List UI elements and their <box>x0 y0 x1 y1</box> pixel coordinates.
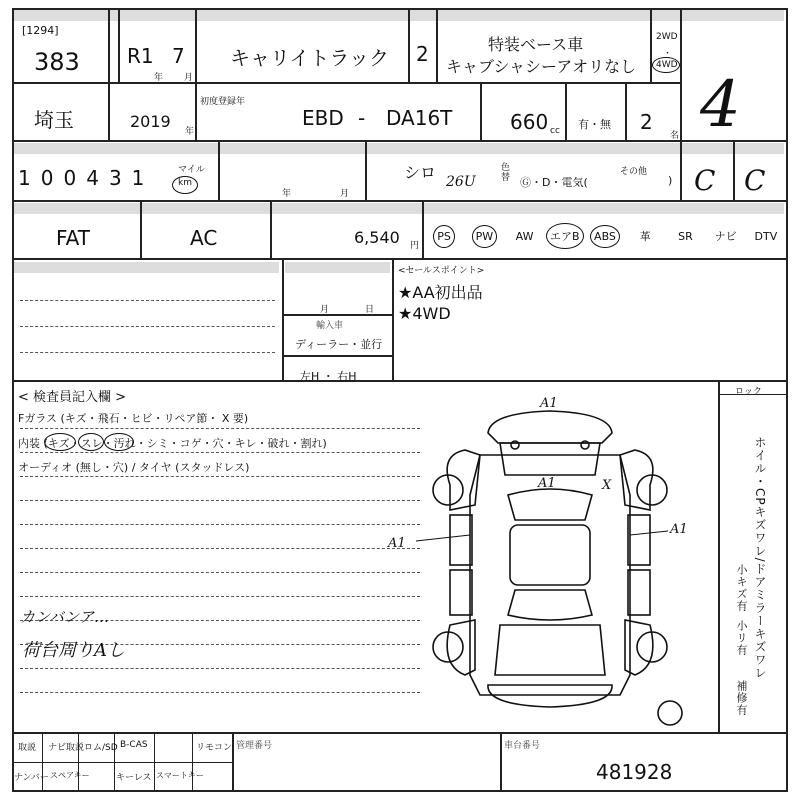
side-note: ホイル・CPキズワレ/ドアミラーキズワレ <box>753 436 767 680</box>
mark-a1: A1 <box>670 522 688 537</box>
rule <box>12 380 788 382</box>
footer-label: 取説 <box>18 743 37 753</box>
mark-a1: A1 <box>540 396 558 411</box>
km-circle <box>172 176 198 194</box>
aircon: AC <box>190 226 218 250</box>
color-code: 26U <box>446 174 476 190</box>
rule <box>650 10 652 82</box>
side-sub2: 小リ有 <box>735 620 748 656</box>
equipment-item <box>545 218 585 254</box>
rule <box>680 10 682 142</box>
rule <box>154 734 155 792</box>
rule <box>195 84 197 140</box>
mileage-digit: 3 <box>108 166 122 190</box>
inspector-line <box>20 452 420 453</box>
grade-line2: キャブシャシーアオリなし <box>446 57 637 76</box>
rule <box>733 142 735 200</box>
truck-bed <box>495 625 605 675</box>
inspector-line <box>20 476 420 477</box>
fender-fr <box>620 450 653 510</box>
displacement: 660 <box>510 110 549 134</box>
rule <box>12 258 788 260</box>
equipment-label: DTV <box>754 229 778 243</box>
month-unit: 月 <box>184 73 194 83</box>
grade-line1: 特装ベース車 <box>488 35 584 54</box>
sales-point: ★AA初出品 <box>398 283 483 302</box>
equipment-item <box>625 218 665 254</box>
rule <box>565 84 567 140</box>
rear-window <box>508 590 592 620</box>
rear-bumper <box>488 685 612 707</box>
handwritten-note: カンバンア… <box>20 608 109 626</box>
reg-month-unit: 月 <box>340 189 350 199</box>
rule <box>12 82 680 84</box>
note-line <box>20 326 275 327</box>
mark-circle <box>78 433 104 451</box>
rule <box>625 84 627 140</box>
inspector-line <box>20 668 420 669</box>
steering: 左H ・ 右H <box>300 370 357 383</box>
chassis-model: DA16T <box>386 106 453 130</box>
roof <box>510 525 590 585</box>
inspector-line <box>20 692 420 693</box>
seats-unit: 名 <box>670 131 680 141</box>
hdr-reg <box>285 262 390 273</box>
rule <box>408 10 410 82</box>
inspector-line <box>20 548 420 549</box>
yen-unit: 円 <box>410 241 420 251</box>
door-right-rear <box>628 570 650 615</box>
lot-number: 383 <box>34 48 80 76</box>
mileage-digit: 1 <box>18 166 31 190</box>
rule <box>108 10 110 140</box>
fuel-options: Ⓖ・D・電気( <box>520 176 588 189</box>
model-name: キャリイトラック <box>230 46 389 70</box>
side-sub1: 小キズ有 <box>735 564 748 612</box>
mark-a1: A1 <box>538 476 556 491</box>
mark-x: X <box>602 478 612 493</box>
rule <box>270 202 272 258</box>
equipment-item <box>464 218 504 254</box>
mark-leader <box>630 531 668 535</box>
equipment-label: SR <box>678 229 693 243</box>
equipment-item <box>706 218 746 254</box>
exterior-grade: C <box>744 164 766 197</box>
rule <box>12 762 232 763</box>
reg-year-unit: 年 <box>282 189 292 199</box>
drive-4wd-circle <box>652 57 680 73</box>
interior-grade: C <box>694 164 716 197</box>
fuel-close: ) <box>668 174 673 187</box>
equipment-label: エアB <box>546 223 584 249</box>
year-unit: 年 <box>154 73 164 83</box>
recycle-fee: 6,540 <box>354 228 400 247</box>
inspector-line1: Fガラス (キズ・飛石・ヒビ・リペア節・ X 要) <box>18 412 249 425</box>
inspector-line <box>20 428 420 429</box>
equipment-item <box>585 218 625 254</box>
rule <box>12 200 788 202</box>
inspector-line <box>20 524 420 525</box>
region: 埼玉 <box>34 108 74 132</box>
windshield <box>508 489 592 520</box>
first-reg-label: 初度登録年 <box>200 97 246 107</box>
model-year: 7 <box>172 44 185 68</box>
equipment-label: AW <box>515 229 534 243</box>
color-change-label: 色替 <box>499 162 509 182</box>
sales-point-label: <セールスポイント> <box>398 266 485 276</box>
fender-rr <box>625 620 653 675</box>
equipment-item <box>504 218 544 254</box>
lot-bracket: [1294] <box>22 24 59 37</box>
door-right <box>628 515 650 565</box>
footer-label: B-CAS <box>120 740 148 750</box>
chassis-dash: - <box>358 106 366 130</box>
rule <box>392 260 394 380</box>
reg-month-label: 月 <box>320 305 330 315</box>
door-left-rear <box>450 570 472 615</box>
footer-label: スマートキー <box>156 771 204 780</box>
hdr-row3 <box>14 143 784 154</box>
ref-label: 管理番号 <box>236 741 273 751</box>
hdr-row4 <box>14 203 784 214</box>
rule <box>480 84 482 140</box>
hdr-notes <box>14 262 279 273</box>
equipment-label: ナビ <box>714 230 737 243</box>
rule <box>282 260 284 380</box>
model-era: R1 <box>127 44 154 68</box>
color: シロ <box>404 163 437 182</box>
equipment-item <box>746 218 786 254</box>
front-bumper <box>488 411 612 443</box>
import-label: 輸入車 <box>316 321 344 331</box>
footer-label: ナンバー <box>14 773 49 783</box>
transmission: FAT <box>56 226 91 250</box>
first-reg-year-unit: 年 <box>185 127 195 137</box>
import-dealer: ディーラー・並行 <box>295 338 383 351</box>
rule <box>140 202 142 258</box>
footer-label: ロム/SD <box>84 743 118 753</box>
equipment-item <box>665 218 705 254</box>
footer-label: キーレス <box>116 773 152 783</box>
spare-wheel <box>658 701 682 725</box>
exhibit-label: 車台番号 <box>504 741 541 751</box>
reg-day-label: 日 <box>365 305 375 315</box>
rule <box>218 142 220 200</box>
handwritten-note: 荷台周りAし <box>22 640 125 661</box>
rule <box>192 734 193 792</box>
note-line <box>20 352 275 353</box>
mark-circle <box>44 433 76 451</box>
score: 4 <box>700 68 741 142</box>
cc-unit: cc <box>550 126 560 136</box>
mileage-digit: 1 <box>131 166 145 190</box>
inspector-title: < 検査員記入欄 > <box>18 390 127 405</box>
chassis-prefix: EBD <box>302 106 344 130</box>
drive-sep: ・ <box>663 49 673 59</box>
equipment-label: PS <box>433 225 455 248</box>
inspector-line <box>20 572 420 573</box>
rule <box>12 732 788 734</box>
fuel-other: その他 <box>620 167 648 177</box>
hood <box>500 443 600 475</box>
chassis-number: 481928 <box>596 760 673 784</box>
equipment-row <box>424 218 786 254</box>
inspector-line3: オーディオ (無し・穴) / タイヤ (スタッドレス) <box>18 461 250 474</box>
rule <box>365 142 367 200</box>
hdr-row1 <box>14 10 784 21</box>
sales-point: ★4WD <box>398 304 451 323</box>
rule <box>500 734 502 792</box>
mileage <box>18 166 144 190</box>
mileage-digit: 0 <box>63 166 77 190</box>
first-reg-year: 2019 <box>130 112 171 131</box>
door-left <box>450 515 472 565</box>
rule <box>118 10 120 82</box>
mark-circle <box>104 433 134 451</box>
note-line <box>20 300 275 301</box>
footer-label: ナビ取説 <box>48 743 85 753</box>
mileage-digit: 0 <box>40 166 54 190</box>
side-sub3: 補修有 <box>735 680 748 716</box>
turbo: 有・無 <box>578 118 611 131</box>
rule <box>195 10 197 82</box>
equipment-label: 革 <box>639 230 651 243</box>
drive-2wd: 2WD <box>656 32 678 42</box>
footer-label: スペアキー <box>50 771 90 780</box>
fender-fl <box>447 450 480 510</box>
rule <box>680 142 682 200</box>
rule <box>42 734 43 792</box>
seats: 2 <box>640 110 653 134</box>
equipment-item <box>424 218 464 254</box>
inspector-line <box>20 596 420 597</box>
rule <box>232 734 234 792</box>
rule <box>282 314 394 316</box>
mileage-digit: 4 <box>86 166 99 190</box>
door-count: 2 <box>416 42 429 66</box>
mile-label: マイル <box>178 165 205 175</box>
mark-a1: A1 <box>388 536 406 551</box>
inspector-line2: 内装 (キズ・スレ・汚れ・シミ・コゲ・穴・キレ・破れ・割れ) <box>18 437 327 450</box>
lock-header: ロック <box>735 387 762 397</box>
rule <box>282 355 394 357</box>
footer-label: リモコン <box>196 743 233 753</box>
equipment-label: PW <box>472 225 498 248</box>
fender-rl <box>447 620 475 675</box>
inspector-line <box>20 500 420 501</box>
rule <box>436 10 438 82</box>
drive-4wd: 4WD <box>656 60 678 70</box>
equipment-label: ABS <box>590 225 620 248</box>
mark-leader <box>416 535 470 541</box>
car-diagram <box>380 385 720 730</box>
km-label: km <box>178 178 192 188</box>
